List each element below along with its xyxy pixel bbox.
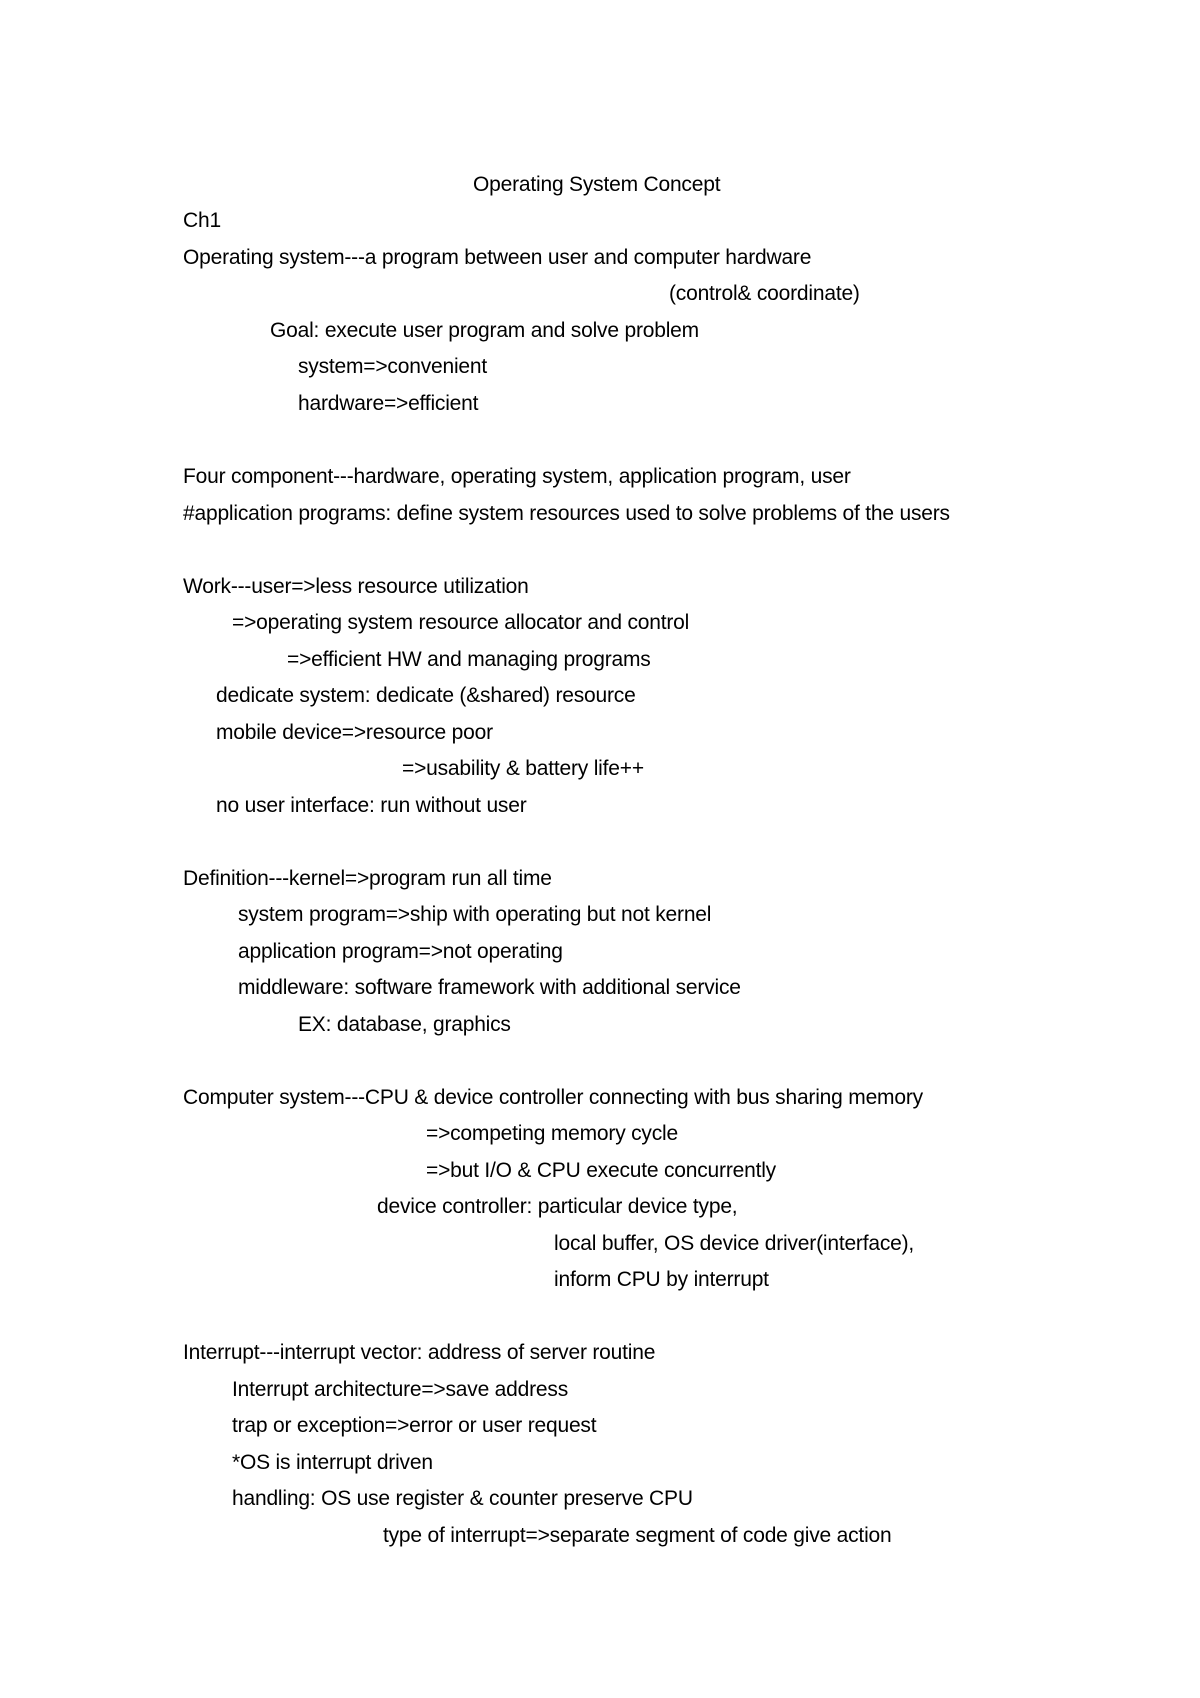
text-line: Four component---hardware, operating system, application program, user — [183, 465, 851, 488]
text-line: *OS is interrupt driven — [232, 1451, 433, 1474]
text-line: device controller: particular device type, — [377, 1195, 738, 1218]
text-line: dedicate system: dedicate (&shared) resource — [216, 684, 636, 707]
text-line: inform CPU by interrupt — [554, 1268, 769, 1291]
text-line: Definition---kernel=>program run all time — [183, 867, 552, 890]
text-line: =>usability & battery life++ — [402, 757, 644, 780]
text-line: no user interface: run without user — [216, 794, 527, 817]
text-line: #application programs: define system resources used to solve problems of the users — [183, 502, 950, 525]
text-line: system=>convenient — [298, 355, 488, 378]
text-line: Computer system---CPU & device controller connecting with bus sharing memory — [183, 1086, 923, 1109]
text-line: application program=>not operating — [238, 940, 563, 963]
text-line: type of interrupt=>separate segment of code give action — [383, 1524, 892, 1547]
text-line: hardware=>efficient — [298, 392, 479, 415]
text-line: Operating system---a program between user and computer hardware — [183, 246, 812, 269]
text-line: middleware: software framework with additional service — [238, 976, 741, 999]
text-line: trap or exception=>error or user request — [232, 1414, 597, 1437]
text-line: handling: OS use register & counter preserve CPU — [232, 1487, 693, 1510]
text-line: EX: database, graphics — [298, 1013, 511, 1036]
text-line: (control& coordinate) — [669, 282, 860, 305]
text-line: Work---user=>less resource utilization — [183, 575, 529, 598]
text-line: =>operating system resource allocator and control — [232, 611, 690, 634]
text-line: system program=>ship with operating but not kernel — [238, 903, 712, 926]
text-line: mobile device=>resource poor — [216, 721, 493, 744]
text-line: Goal: execute user program and solve problem — [270, 319, 699, 342]
document-title: Operating System Concept — [473, 173, 721, 196]
text-line: =>efficient HW and managing programs — [287, 648, 651, 671]
text-line: Interrupt---interrupt vector: address of server routine — [183, 1341, 656, 1364]
text-line: local buffer, OS device driver(interface), — [554, 1232, 915, 1255]
text-line: =>but I/O & CPU execute concurrently — [426, 1159, 776, 1182]
chapter-heading: Ch1 — [183, 209, 221, 232]
text-line: Interrupt architecture=>save address — [232, 1378, 568, 1401]
text-line: =>competing memory cycle — [426, 1122, 678, 1145]
